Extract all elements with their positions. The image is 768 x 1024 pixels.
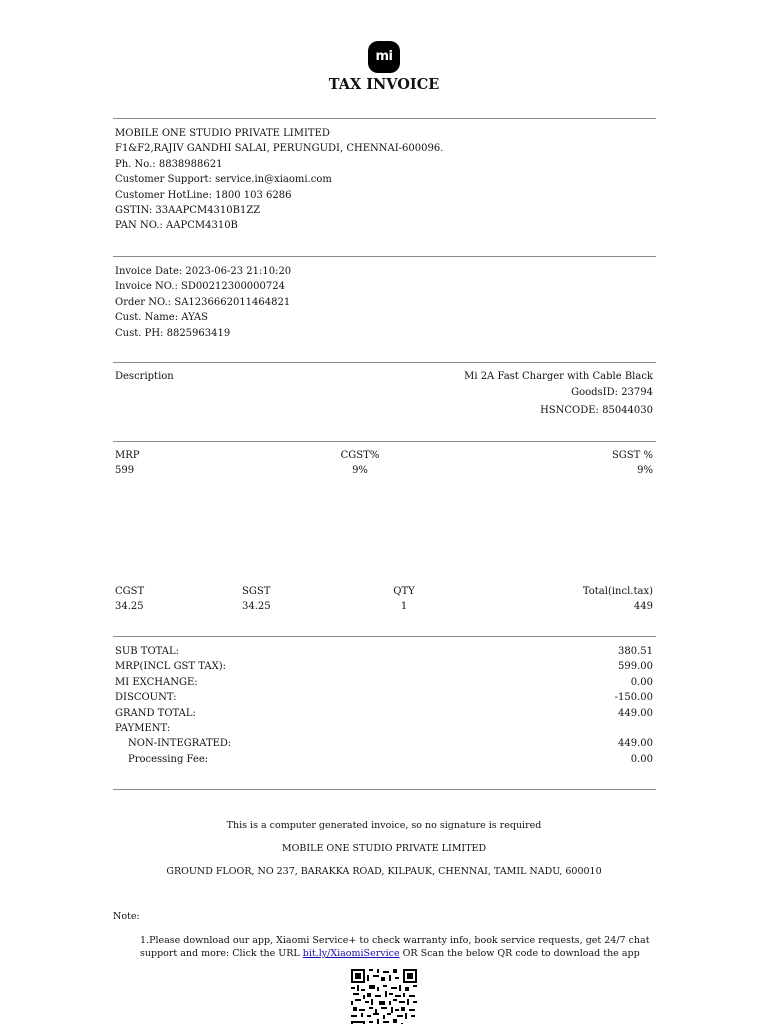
- customer-phone: Cust. PH: 8825963419: [115, 327, 231, 339]
- grand-total-label: GRAND TOTAL:: [115, 708, 196, 719]
- sub-total-label: SUB TOTAL:: [115, 646, 180, 657]
- note-text-after: OR Scan the below QR code to download the app: [399, 948, 640, 959]
- customer-name: Cust. Name: AYAS: [115, 312, 208, 324]
- sub-total-value: 380.51: [618, 646, 653, 657]
- description-label: Description: [115, 371, 174, 382]
- note-text: [140, 934, 650, 960]
- invoice-date: Invoice Date: 2023-06-23 21:10:20: [115, 266, 292, 277]
- cgst-value: 34.25: [115, 601, 144, 612]
- computer-generated-notice: This is a computer generated invoice, so no signature is required: [226, 820, 542, 831]
- processing-fee-value: 0.00: [630, 754, 653, 765]
- company-name: MOBILE ONE STUDIO PRIVATE LIMITED: [115, 128, 330, 139]
- mrp-label: MRP: [115, 450, 140, 461]
- footer-address: GROUND FLOOR, NO 237, BARAKKA ROAD, KILPAUK, CHENNAI, TAMIL NADU, 600010: [166, 866, 602, 877]
- gstin: GSTIN: 33AAPCM4310B1ZZ: [115, 205, 261, 217]
- mi-exchange-label: MI EXCHANGE:: [115, 677, 198, 688]
- sgst-label: SGST: [242, 586, 271, 597]
- divider: [113, 636, 656, 637]
- grand-total-value: 449.00: [618, 708, 653, 719]
- note-text-before: 1.Please download our app, Xiaomi Service+ to check warranty info, book service requests, get 24/7 chat support and more: Click the URL: [140, 935, 650, 959]
- pan-number: PAN NO.: AAPCM4310B: [115, 220, 238, 232]
- discount-value: -150.00: [614, 692, 653, 703]
- qty-value: 1: [400, 601, 408, 612]
- cgst-percent-value: 9%: [352, 465, 368, 476]
- processing-fee-label: Processing Fee:: [128, 754, 209, 765]
- payment-label: PAYMENT:: [115, 723, 171, 734]
- mrp-incl-gst-label: MRP(INCL GST TAX):: [115, 661, 226, 672]
- divider: [113, 441, 656, 442]
- sgst-percent-value: 9%: [637, 465, 653, 476]
- discount-label: DISCOUNT:: [115, 692, 177, 703]
- non-integrated-label: NON-INTEGRATED:: [128, 738, 232, 749]
- mrp-value: 599: [115, 465, 135, 476]
- goods-id: GoodsID: 23794: [571, 387, 653, 398]
- mrp-incl-gst-value: 599.00: [618, 661, 653, 672]
- mi-logo-text: mi: [375, 49, 393, 64]
- mi-exchange-value: 0.00: [630, 677, 653, 688]
- xiaomi-service-link[interactable]: bit.ly/XiaomiService: [302, 948, 400, 959]
- qr-code: [351, 969, 417, 1024]
- page-title: TAX INVOICE: [328, 76, 440, 93]
- mi-logo: [368, 41, 400, 73]
- total-value: 449: [633, 601, 653, 612]
- customer-support: Customer Support: service.in@xiaomi.com: [115, 174, 332, 186]
- company-address: F1&F2,RAJIV GANDHI SALAI, PERUNGUDI, CHENNAI-600096.: [115, 143, 444, 155]
- order-number: Order NO.: SA1236662011464821: [115, 296, 291, 308]
- cgst-percent-label: CGST%: [340, 450, 380, 461]
- company-phone: Ph. No.: 8838988621: [115, 158, 223, 170]
- non-integrated-value: 449.00: [618, 738, 653, 749]
- footer-company-name: MOBILE ONE STUDIO PRIVATE LIMITED: [281, 843, 487, 854]
- hsn-code: HSNCODE: 85044030: [540, 405, 653, 416]
- qty-label: QTY: [393, 586, 415, 597]
- divider: [113, 256, 656, 257]
- divider: [113, 789, 656, 790]
- customer-hotline: Customer HotLine: 1800 103 6286: [115, 189, 292, 201]
- total-label: Total(incl.tax): [582, 586, 653, 597]
- sgst-percent-label: SGST %: [611, 450, 653, 461]
- sgst-value: 34.25: [242, 601, 271, 612]
- divider: [113, 362, 656, 363]
- cgst-label: CGST: [115, 586, 145, 597]
- invoice-number: Invoice NO.: SD00212300000724: [115, 281, 285, 293]
- invoice-info: [115, 264, 291, 341]
- divider: [113, 118, 656, 119]
- item-name: Mi 2A Fast Charger with Cable Black: [464, 371, 653, 382]
- note-label: Note:: [113, 911, 140, 922]
- company-info: [115, 126, 443, 234]
